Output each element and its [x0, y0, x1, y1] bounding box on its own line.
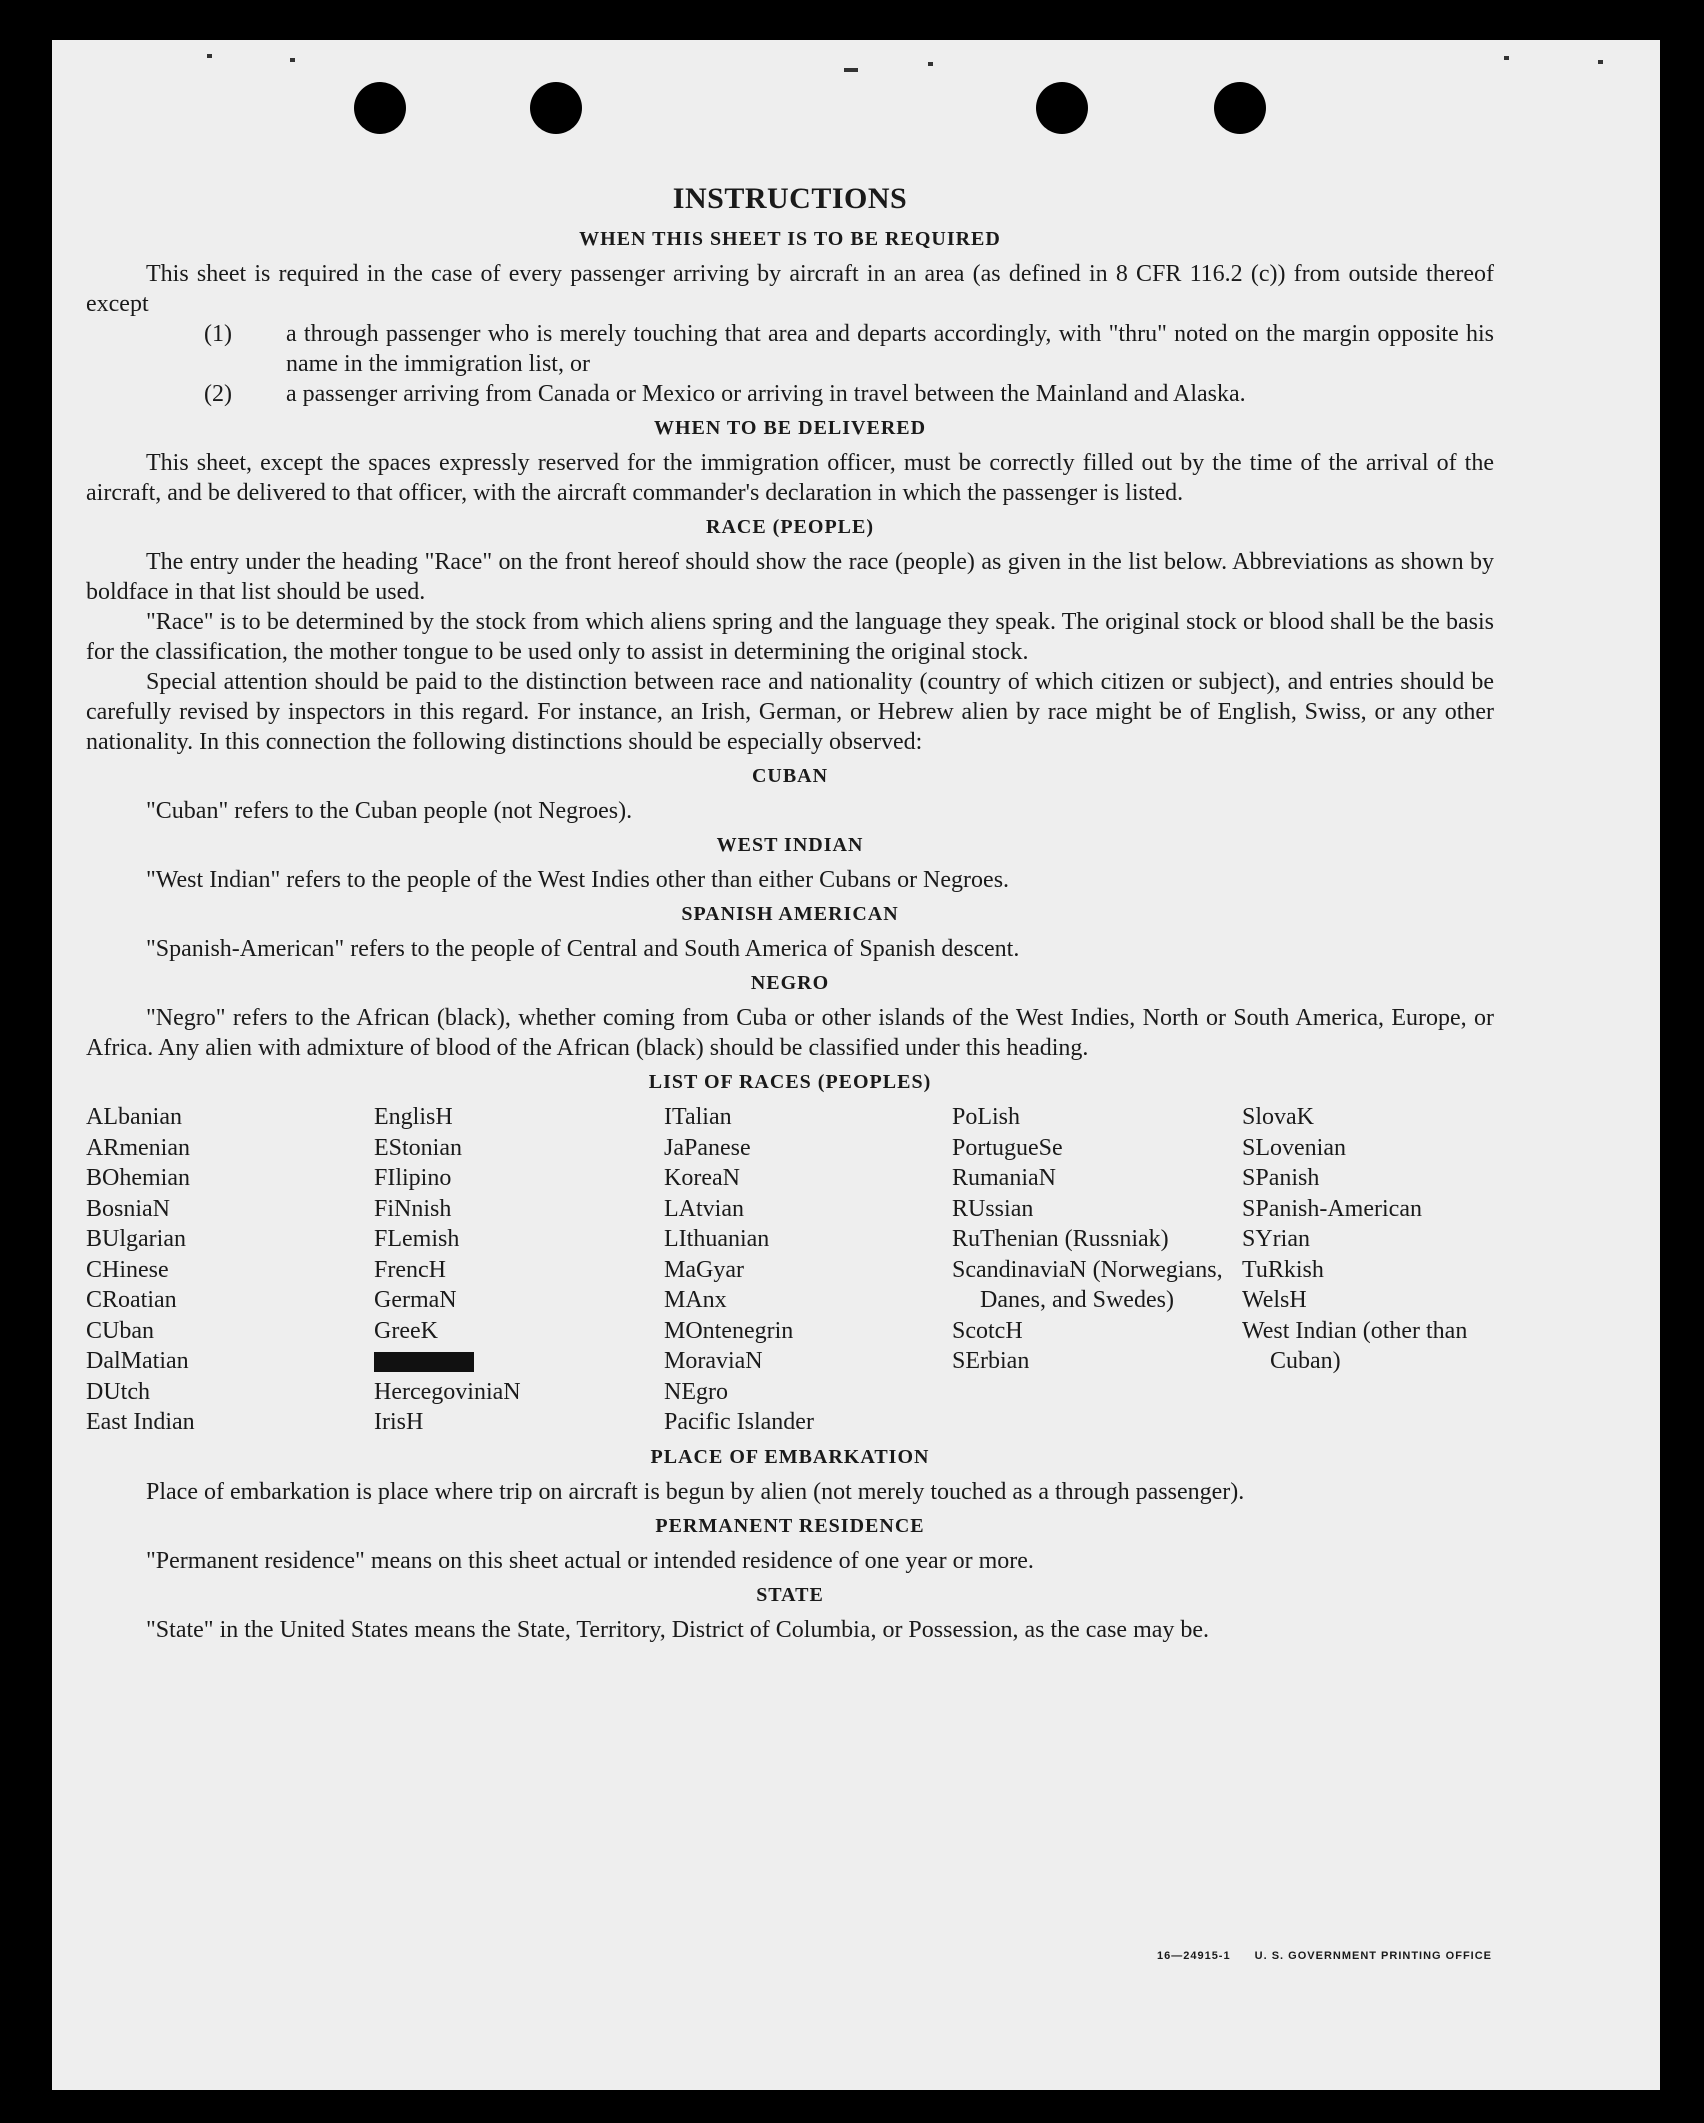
race-column	[86, 1102, 374, 1438]
race-entry: DUtch	[86, 1378, 150, 1405]
race-entry-redacted	[374, 1346, 664, 1377]
race-entry: ALbanian	[86, 1104, 182, 1130]
race-entry: TuRkish	[1242, 1256, 1324, 1283]
section-heading-delivered: WHEN TO BE DELIVERED	[653, 417, 927, 439]
punch-hole	[1036, 82, 1088, 134]
instructions-content	[86, 182, 1494, 1645]
race-entry: SLovenian	[1242, 1134, 1346, 1161]
exception-text: a through passenger who is merely touching that area and departs accordingly, with "thru" noted on the margin opposite his name in the immigration list, or	[286, 321, 1494, 377]
race-column	[664, 1102, 952, 1438]
speck	[207, 54, 212, 58]
section-heading-state: STATE	[756, 1583, 824, 1606]
race-paragraph: The entry under the heading "Race" on the front hereof should show the race (people) as given in the list below. Abbreviations as shown by boldface in that list should be used.	[86, 549, 1494, 605]
race-entry: FIlipino	[374, 1165, 452, 1191]
embarkation-text: Place of embarkation is place where trip on aircraft is begun by alien (not merely touched as a through passenger).	[146, 1478, 1245, 1505]
required-intro: This sheet is required in the case of every passenger arriving by aircraft in an area (as defined in 8 CFR 116.2 (c)) from outside thereof except	[86, 261, 1494, 317]
race-entry: FLemish	[374, 1226, 460, 1252]
spanish-american-text: "Spanish-American" refers to the people of Central and South America of Spanish descent.	[146, 936, 1020, 962]
race-entry: BosniaN	[86, 1195, 170, 1222]
race-entry: MAnx	[664, 1287, 727, 1313]
speck	[1598, 60, 1603, 64]
document-page	[52, 40, 1660, 2090]
race-entry: DalMatian	[86, 1348, 189, 1374]
race-entry: EnglisH	[374, 1104, 453, 1130]
section-heading-embarkation: PLACE OF EMBARKATION	[650, 1445, 930, 1468]
state-text: "State" in the United States means the State, Territory, District of Columbia, or Possession, as the case may be.	[146, 1616, 1210, 1643]
section-heading-race: RACE (PEOPLE)	[706, 516, 874, 538]
race-entry: PoLish	[952, 1104, 1021, 1130]
speck	[1504, 56, 1509, 60]
race-entry: RUssian	[952, 1195, 1034, 1222]
exception-number: (2)	[204, 381, 232, 407]
west-indian-text: "West Indian" refers to the people of the West Indies other than either Cubans or Negroes.	[146, 867, 1010, 893]
section-heading-required: WHEN THIS SHEET IS TO BE REQUIRED	[579, 228, 1001, 250]
race-entry: BOhemian	[86, 1165, 190, 1191]
race-entry: JaPanese	[664, 1134, 751, 1161]
delivered-text: This sheet, except the spaces expressly reserved for the immigration officer, must be correctly filled out by the time of the arrival of the aircraft, and be delivered to that officer, with the aircraft commander's declaration in which the passenger is listed.	[86, 450, 1494, 506]
section-heading-west-indian: WEST INDIAN	[716, 834, 864, 856]
race-entry: HercegoviniaN	[374, 1378, 521, 1405]
race-entry: GermaN	[374, 1287, 457, 1313]
exception-item	[204, 319, 1494, 379]
race-column	[952, 1102, 1242, 1438]
race-entry: KoreaN	[664, 1165, 740, 1191]
race-entry: RuThenian (Russniak)	[952, 1226, 1169, 1252]
race-entry: ScotcH	[952, 1317, 1023, 1344]
punch-hole	[530, 82, 582, 134]
print-footer	[1137, 1950, 1492, 1962]
race-entry: EStonian	[374, 1134, 462, 1161]
race-entry: East Indian	[86, 1409, 195, 1435]
race-entry: MoraviaN	[664, 1348, 763, 1374]
exception-item	[204, 379, 1494, 409]
race-paragraph: Special attention should be paid to the distinction between race and nationality (country of which citizen or subject), and entries should be carefully revised by inspectors in this regard. For instance, an Irish, German, or Hebrew alien by race might be of English, Swiss, or any other nationality. In this connection the following distinctions should be especially observed:	[86, 669, 1494, 755]
exception-number: (1)	[204, 321, 232, 347]
negro-text: "Negro" refers to the African (black), whether coming from Cuba or other islands of the West Indies, North or South America, Europe, or Africa. Any alien with admixture of blood of the African (black) should be classified under this heading.	[86, 1005, 1494, 1061]
race-entry: RumaniaN	[952, 1165, 1056, 1191]
section-heading-list: LIST OF RACES (PEOPLES)	[648, 1071, 932, 1093]
race-entry: MOntenegrin	[664, 1317, 794, 1344]
race-list	[86, 1102, 1494, 1438]
race-entry: SPanish-American	[1242, 1195, 1422, 1222]
redaction-mark	[374, 1352, 474, 1372]
race-entry: GreeK	[374, 1317, 438, 1344]
punch-hole	[1214, 82, 1266, 134]
speck	[844, 68, 858, 72]
race-entry: ScandinaviaN (Norwegians, Danes, and Swedes)	[952, 1256, 1223, 1313]
race-entry: NEgro	[664, 1378, 728, 1405]
section-heading-negro: NEGRO	[750, 972, 830, 994]
race-entry: CRoatian	[86, 1287, 177, 1313]
race-paragraph: "Race" is to be determined by the stock from which aliens spring and the language they speak. The original stock or blood shall be the basis for the classification, the mother tongue to be used only to assist in determining the original stock.	[86, 609, 1494, 665]
race-entry: BUlgarian	[86, 1226, 186, 1252]
race-entry: PortugueSe	[952, 1134, 1063, 1161]
race-entry: LAtvian	[664, 1195, 744, 1222]
race-column	[374, 1102, 664, 1438]
speck	[928, 62, 933, 66]
exception-text: a passenger arriving from Canada or Mexico or arriving in travel between the Mainland and Alaska.	[286, 381, 1246, 407]
race-entry: SlovaK	[1242, 1104, 1314, 1130]
race-entry: CUban	[86, 1317, 154, 1344]
section-heading-residence: PERMANENT RESIDENCE	[655, 1514, 925, 1537]
race-entry: ITalian	[664, 1104, 732, 1130]
section-heading-spanish-american: SPANISH AMERICAN	[681, 903, 899, 925]
speck	[290, 58, 295, 62]
race-entry: FrencH	[374, 1256, 446, 1283]
race-entry: ARmenian	[86, 1134, 190, 1161]
race-entry: IrisH	[374, 1409, 424, 1435]
residence-text: "Permanent residence" means on this sheet actual or intended residence of one year or more.	[146, 1547, 1034, 1574]
race-entry: MaGyar	[664, 1256, 744, 1283]
race-entry: LIthuanian	[664, 1226, 770, 1252]
race-column	[1242, 1102, 1494, 1438]
race-entry: SYrian	[1242, 1226, 1310, 1252]
race-entry: Pacific Islander	[664, 1409, 814, 1435]
race-entry: SErbian	[952, 1348, 1030, 1374]
race-entry: CHinese	[86, 1256, 169, 1283]
printer-name: U. S. GOVERNMENT PRINTING OFFICE	[1254, 1950, 1492, 1962]
section-heading-cuban: CUBAN	[751, 765, 829, 787]
race-entry: SPanish	[1242, 1165, 1320, 1191]
race-entry: FiNnish	[374, 1195, 452, 1222]
page-title: INSTRUCTIONS	[672, 182, 908, 215]
punch-hole	[354, 82, 406, 134]
race-entry: WelsH	[1242, 1287, 1307, 1313]
form-number: 16—24915-1	[1156, 1950, 1231, 1962]
race-entry: West Indian (other than Cuban)	[1242, 1317, 1468, 1374]
cuban-text: "Cuban" refers to the Cuban people (not Negroes).	[146, 798, 633, 824]
